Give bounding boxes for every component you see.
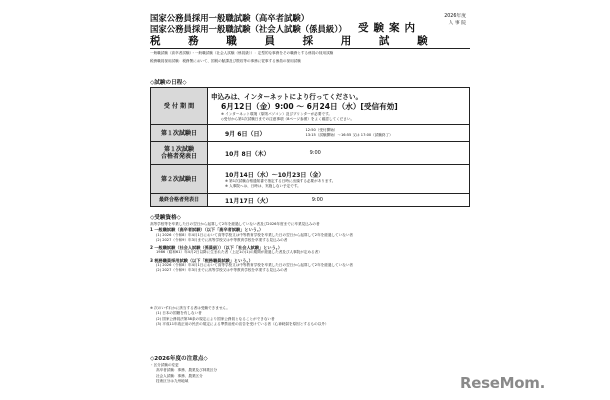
row-value [208,88,470,125]
intro-text [150,51,470,65]
logo-dot: . [539,374,545,392]
apply-note: ◇受付から第1次試験日までの注意事項（8ページ参照）をよく確認してください。 [221,116,355,121]
notes-line: 社会人試験：事務、農業区分 [156,373,203,378]
apply-note: ※ インターネット環境（原則パソコン）及びプリンターが必要です。 [221,111,332,116]
notes-heading: ◇2026年度の注意点◇ [150,356,208,362]
apply-dates: 6月12日（金）9:00 〜 6月24日（水）[受信有効] [221,101,398,111]
final-time: 9:00 [311,196,323,203]
qual-line: 1986（昭和61）年4月2日以降に生まれた者（上記1の(1)の期間が経過した者及び人事院が定める者） [156,250,322,255]
qual-line: 3 税務職員採用試験（以下「税務職員試験」という。） [150,257,253,263]
ineligible-body [150,306,470,327]
year-label: 2026年度 [444,14,466,19]
title-line-1: 国家公務員採用一般職試験（高卒者試験） [150,13,310,23]
intro-line: 税務職員採用試験：税務署において、国税の賦課及び徴収等の事務に従事する係員の採用試験 [150,59,301,64]
qual-line: (2) 2027（令和9）年3月までに高等学校又は中等教育学校を卒業する見込みの者 [156,268,288,273]
ineligible-line: ※ 次のいずれかに該当する者は受験できません。 [150,306,230,310]
notes-body [150,363,350,384]
row-label: 第２次試験日 [151,165,208,194]
ineligible-line: (3) 平成11年改正前の民法の規定による準禁治産の宣告を受けている者（心神耗弱を原因とするもの以外） [156,321,329,326]
year-agency [436,13,466,27]
qualifications-body [150,222,470,274]
exam-date: 9月 6日（日） [225,130,266,138]
apply-heading: 申込みは、インターネットにより行ってください。 [211,92,363,101]
qual-line: 2 一般職試験（社会人試験（係員級））（以下「社会人試験」という。） [150,245,283,251]
schedule-table [150,87,470,207]
second-exam-date: 10月14日（水）〜10月23日（金） [225,171,325,179]
notes-line: 技術区分は九州地域 [156,378,189,383]
logo-text: ReseMom [460,374,540,392]
row-value [208,142,470,165]
row-label: 最終合格者発表日 [151,194,208,207]
table-row [151,165,470,194]
qual-line: 1 一般職試験（高卒者試験）（以下「高卒者試験」という。） [150,227,264,233]
result-time: 9:00 [309,149,321,156]
agency-label: 人 事 院 [448,21,466,26]
title-line-3: 税 務 職 員 採 用 試 験 [150,35,440,47]
row-label: 受 付 期 間 [151,88,208,125]
intro-line: 一般職試験（高卒者試験）・一般職試験（社会人試験（係員級））：定型的な事務をその職務とする係員の採用試験 [150,51,334,55]
row-label-text: 第１次試験 合格者発表日 [160,146,197,160]
table-row [151,125,470,142]
row-label [151,142,208,165]
notes-line: 高卒者試験：事務、農業及び林業区分 [156,368,218,373]
qual-line: 高等学校等を卒業した日の翌日から起算して2年を経過していない者及び2026年度までに卒業見込みの者 [150,222,320,226]
row-label: 第１次試験日 [151,125,208,142]
qual-line: (1) 2026（令和8）年4月1日において高等学校又は中等教育学校を卒業した日の翌日から起算して2年を経過していない者 [156,263,354,268]
qualifications-heading: ◇受験資格◇ [150,215,181,221]
ineligible-line: (2) 国家公務員法第38条の規定により国家公務員となることができない者 [156,316,275,321]
row-value [208,194,470,207]
exam-time: 13:15（試験開始）〜16:55 又は 17:00（試験終了） [305,133,393,137]
ineligible-line: (1) 日本の国籍を有しない者 [156,311,202,316]
header-divider [150,48,470,49]
table-row [151,194,470,207]
second-exam-note: ※ 人事院へは、日時は、実施しない予定です。 [225,183,301,188]
exam-time: 12:50（受付開始） [305,128,338,132]
resemom-logo [460,374,545,392]
final-date: 11月17日（火） [225,197,272,205]
table-row [151,88,470,125]
qual-line: (1) 2026（令和8）年4月1日において高等学校又は中等教育学校を卒業した日の翌日から起算して2年を経過していない者 [156,232,354,237]
row-value [208,165,470,194]
result-date: 10月 8日（木） [225,150,270,158]
notes-line: ・区分試験の変更 [150,363,179,367]
title-line-2: 国家公務員採用一般職試験（社会人試験（係員級）） [150,24,347,34]
row-value [208,125,470,142]
guide-label: 受験案内 [358,22,420,34]
table-row [151,142,470,165]
second-exam-note: ※ 第1次試験合格通知書で指定する日時に出頭する必要があります。 [225,178,336,183]
qual-line: (2) 2027（令和9）年3月までに高等学校又は中等教育学校を卒業する見込みの者 [156,237,288,242]
schedule-heading: ◇試験の日程◇ [150,80,187,86]
